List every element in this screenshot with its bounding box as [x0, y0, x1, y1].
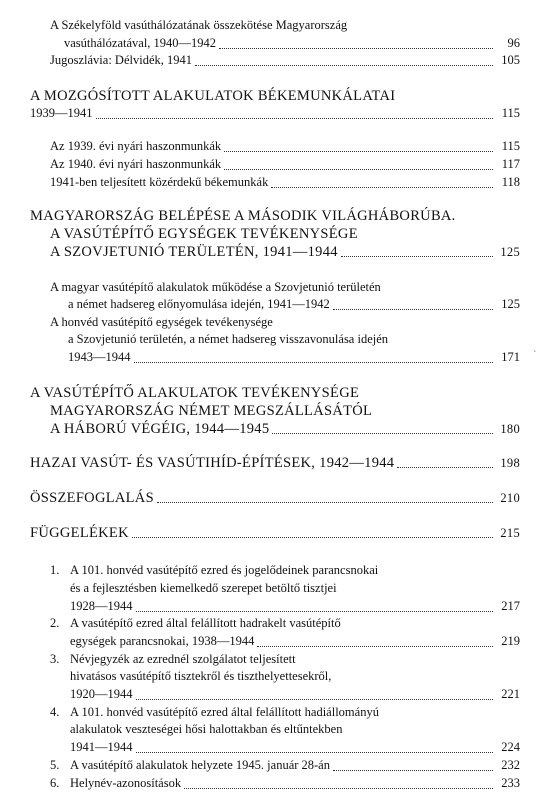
leader-dots — [271, 186, 493, 188]
toc-entry-text: 1920—1944 — [70, 687, 133, 701]
toc-entry-text: MAGYARORSZÁG NÉMET MEGSZÁLLÁSÁTÓL — [50, 403, 373, 419]
toc-line — [68, 350, 520, 367]
item-number: 5. — [50, 758, 60, 772]
toc-entry-text: ÖSSZEFOGLALÁS — [30, 490, 154, 506]
toc-line — [50, 563, 520, 580]
leader-dots — [136, 698, 494, 700]
toc-entry-text: a német hadsereg előnyomulása idején, 1941—1942 — [68, 297, 330, 311]
toc-entry-text: 1941-ben teljesített közérdekű békemunkák — [50, 175, 269, 189]
toc-entry-text: 1943—1944 — [68, 350, 131, 364]
page-number: 105 — [501, 53, 520, 67]
toc-section-heading — [50, 403, 520, 420]
toc-section-heading — [30, 208, 520, 225]
toc-entry-text: Névjegyzék az ezrednél szolgálatot teljesített — [70, 652, 296, 666]
page-number: 118 — [501, 175, 520, 189]
page-number: 219 — [501, 634, 520, 648]
toc-line — [50, 139, 520, 156]
toc-entry-text: Az 1939. évi nyári haszonmunkák — [50, 139, 222, 153]
toc-entry-text: 1941—1944 — [70, 740, 133, 754]
toc-line — [50, 175, 520, 192]
toc-entry-text: FÜGGELÉKEK — [30, 525, 129, 541]
page-number: 115 — [501, 106, 520, 120]
toc-line — [50, 616, 520, 633]
toc-line — [50, 758, 520, 775]
toc-line — [64, 36, 520, 53]
item-number: 6. — [50, 776, 60, 790]
item-number: 2. — [50, 616, 60, 630]
page-number: 224 — [501, 740, 520, 754]
toc-line — [50, 157, 520, 174]
toc-section-heading — [30, 385, 520, 402]
toc-entry-text: A vasútépítő ezred által felállított hadrakelt vasútépítő — [70, 616, 341, 630]
page-number: 215 — [500, 526, 520, 540]
toc-entry-text: A magyar vasútépítő alakulatok működése a Szovjetunió területén — [50, 280, 381, 294]
toc-section-heading — [30, 490, 520, 507]
toc-line — [50, 315, 520, 332]
toc-section-heading — [30, 455, 520, 472]
page-number: 125 — [501, 297, 520, 311]
page-number: 125 — [500, 245, 520, 259]
leader-dots — [134, 361, 494, 363]
leader-dots — [224, 150, 493, 152]
toc-entry-text: Az 1940. évi nyári haszonmunkák — [50, 157, 222, 171]
page-number: 117 — [501, 157, 520, 171]
page-number: 221 — [501, 687, 520, 701]
leader-dots — [272, 432, 493, 434]
toc-section-heading — [50, 421, 520, 438]
leader-dots — [341, 255, 493, 257]
toc-entry-text: alakulatok veszteségei hősi halottakban és eltűntekben — [70, 722, 343, 736]
page-number: 96 — [507, 36, 520, 50]
toc-entry-text: A HÁBORÚ VÉGÉIG, 1944—1945 — [50, 421, 270, 437]
toc-line — [70, 599, 520, 616]
item-number: 3. — [50, 652, 60, 666]
leader-dots — [397, 466, 493, 468]
margin-mark: ` — [533, 350, 537, 361]
page-number: 171 — [501, 350, 520, 364]
toc-section-heading — [30, 525, 520, 542]
toc-entry-text: 1928—1944 — [70, 599, 133, 613]
leader-dots — [224, 168, 493, 170]
leader-dots — [333, 769, 493, 771]
toc-entry-text: A MOZGÓSÍTOTT ALAKULATOK BÉKEMUNKÁLATAI — [30, 88, 396, 104]
toc-entry-text: A VASÚTÉPÍTŐ EGYSÉGEK TEVÉKENYSÉGE — [50, 226, 358, 242]
toc-entry-text: 1939—1941 — [30, 106, 93, 120]
toc-entry-text: egységek parancsnokai, 1938—1944 — [70, 634, 255, 648]
leader-dots — [132, 536, 493, 538]
toc-entry-text: hivatásos vasútépítő tisztekről és tiszthelyettesekről, — [70, 669, 332, 683]
toc-line — [50, 18, 520, 35]
leader-dots — [184, 787, 493, 789]
toc-line — [50, 705, 520, 722]
toc-entry-text: A vasútépítő alakulatok helyzete 1945. január 28-án — [70, 758, 330, 772]
toc-entry-text: A VASÚTÉPÍTŐ ALAKULATOK TEVÉKENYSÉGE — [30, 385, 360, 401]
toc-entry-text: A 101. honvéd vasútépítő ezred által felállított hadiállományú — [70, 705, 379, 719]
toc-entry-text: Helynév-azonosítások — [70, 776, 182, 790]
item-number: 1. — [50, 563, 60, 577]
leader-dots — [136, 751, 494, 753]
toc-line — [50, 652, 520, 669]
toc-section-heading — [50, 244, 520, 261]
item-number: 4. — [50, 705, 60, 719]
page-number: 115 — [501, 139, 520, 153]
page-number: 180 — [500, 422, 520, 436]
toc-line — [50, 53, 520, 70]
toc-line — [70, 740, 520, 757]
page-number: 233 — [501, 776, 520, 790]
toc-line — [70, 581, 520, 598]
leader-dots — [333, 308, 493, 310]
toc-line — [70, 669, 520, 686]
leader-dots — [136, 610, 494, 612]
page-number: 232 — [501, 758, 520, 772]
toc-line — [70, 722, 520, 739]
toc-line — [68, 297, 520, 314]
page-number: 198 — [500, 456, 520, 470]
toc-line — [70, 687, 520, 704]
toc-section-heading — [50, 226, 520, 243]
toc-entry-text: a Szovjetunió területén, a német hadsereg visszavonulása idején — [68, 332, 389, 346]
toc-entry-text: A 101. honvéd vasútépítő ezred és jogelődeinek parancsnokai — [70, 563, 379, 577]
toc-entry-text: A honvéd vasútépítő egységek tevékenysége — [50, 315, 273, 329]
page-number: 210 — [500, 491, 520, 505]
toc-line — [50, 280, 520, 297]
toc-entry-text: A SZOVJETUNIÓ TERÜLETÉN, 1941—1944 — [50, 244, 338, 260]
toc-line — [50, 776, 520, 793]
leader-dots — [157, 501, 493, 503]
toc-entry-text: és a fejlesztésben kiemelkedő szerepet betöltő tisztjei — [70, 581, 337, 595]
leader-dots — [96, 117, 494, 119]
leader-dots — [219, 47, 493, 49]
toc-entry-text: A Székelyföld vasúthálózatának összekötése Magyarország — [50, 18, 348, 32]
toc-line — [68, 332, 520, 349]
toc-line — [70, 634, 520, 651]
toc-line — [30, 106, 520, 123]
toc-entry-text: Jugoszlávia: Délvidék, 1941 — [50, 53, 192, 67]
toc-entry-text: HAZAI VASÚT- ÉS VASÚTIHÍD-ÉPÍTÉSEK, 1942—1944 — [30, 455, 395, 471]
leader-dots — [195, 64, 493, 66]
toc-entry-text: vasúthálózatával, 1940—1942 — [64, 36, 217, 50]
toc-section-heading — [30, 88, 520, 105]
page-number: 217 — [501, 599, 520, 613]
leader-dots — [257, 645, 493, 647]
toc-entry-text: MAGYARORSZÁG BELÉPÉSE A MÁSODIK VILÁGHÁBORÚBA. — [30, 208, 456, 224]
